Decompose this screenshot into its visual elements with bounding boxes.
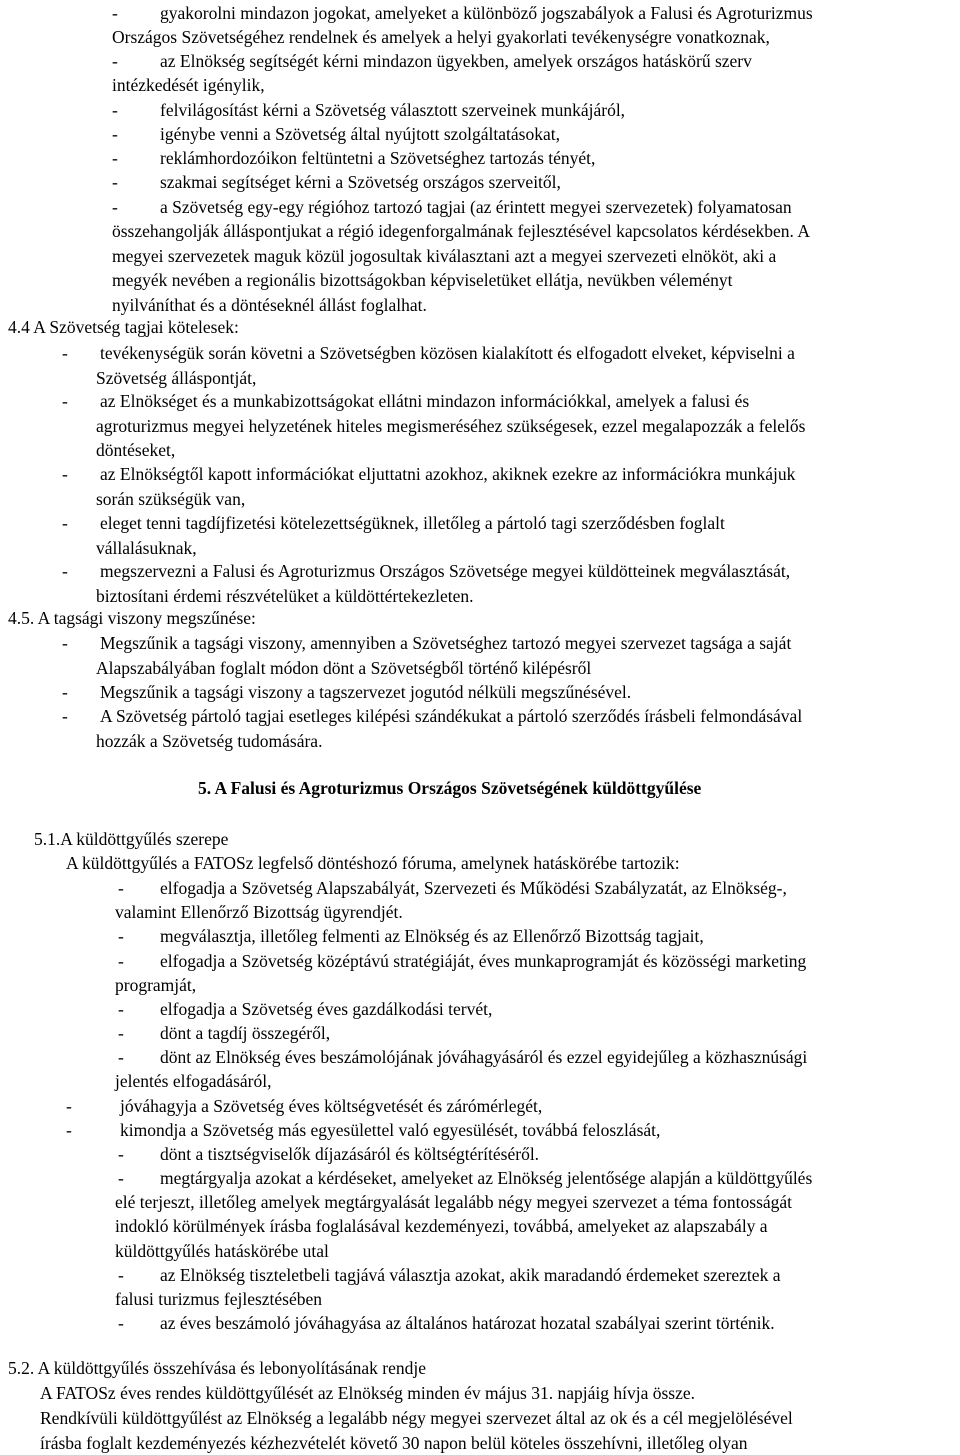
list-item-line: elfogadja a Szövetség középtávú stratégiáját, éves munkaprogramját és közösségi marketing — [160, 951, 807, 971]
section-4-5-heading: 4.5. A tagsági viszony megszűnése: — [8, 608, 256, 628]
list-item-line: jelentés elfogadásáról, — [115, 1071, 272, 1092]
list-bullet-dash: - — [118, 1313, 124, 1333]
list-item-line: Szövetség álláspontját, — [96, 367, 257, 388]
list-item-line: igénybe venni a Szövetség által nyújtott szolgáltatásokat, — [160, 124, 560, 144]
list-item-line: megválasztja, illetőleg felmenti az Elnökség és az Ellenőrző Bizottság tagjait, — [160, 926, 704, 946]
list-item-line: megszervezni a Falusi és Agroturizmus Országos Szövetsége megyei küldötteinek megválasztását, — [100, 561, 791, 581]
list-bullet-dash: - — [66, 1096, 72, 1116]
list-bullet-dash: - — [112, 148, 118, 168]
list-item-line: megyei szervezetek maguk közül jogosultak kiválasztani azt a megyei szervezeti elnököt, aki a — [112, 245, 777, 266]
list-item-line: az Elnökség segítségét kérni mindazon ügyekben, amelyek országos hatáskörű szerv — [160, 51, 752, 71]
list-bullet-dash: - — [112, 197, 118, 217]
list-item-line: biztosítani érdemi részvételüket a küldöttértekezleten. — [96, 585, 474, 606]
section-5-1-intro: A küldöttgyűlés a FATOSz legfelső döntéshozó fóruma, amelynek hatáskörébe tartozik: — [66, 853, 680, 873]
list-item-line: megyék nevében a regionális bizottságokban képviseletüket ellátja, nevükben véleményt — [112, 270, 733, 291]
list-item-line: dönt az Elnökség éves beszámolójának jóváhagyásáról és ezzel egyidejűleg a közhasznúsági — [160, 1047, 808, 1067]
list-bullet-dash: - — [118, 1023, 124, 1043]
list-item-line: az éves beszámoló jóváhagyása az általános határozat hozatal szabályai szerint történik. — [160, 1313, 775, 1333]
list-item-line: elfogadja a Szövetség éves gazdálkodási tervét, — [160, 999, 493, 1019]
list-bullet-dash: - — [112, 51, 118, 71]
section-5-2-heading: 5.2. A küldöttgyűlés összehívása és lebonyolításának rendje — [8, 1358, 426, 1378]
list-item-line: döntéseket, — [96, 440, 176, 460]
list-bullet-dash: - — [62, 633, 68, 653]
list-item-line: összehangolják álláspontjukat a régió idegenforgalmának fejlesztésével kapcsolatos kérdésekben. A — [112, 221, 810, 242]
list-item-line: küldöttgyűlés hatáskörébe utal — [115, 1240, 329, 1261]
section-5-2-text-line: A FATOSz éves rendes küldöttgyűlését az Elnökség minden év május 31. napjáig hívja össze. — [40, 1383, 695, 1403]
list-bullet-dash: - — [62, 561, 68, 581]
list-item-line: valamint Ellenőrző Bizottság ügyrendjét. — [115, 902, 403, 923]
list-item-line: A Szövetség pártoló tagjai esetleges kilépési szándékukat a pártoló szerződés írásbeli felmondásával — [100, 706, 803, 726]
list-bullet-dash: - — [112, 172, 118, 192]
list-item-line: reklámhordozóikon feltüntetni a Szövetséghez tartozás tényét, — [160, 148, 596, 168]
list-item-line: dönt a tisztségviselők díjazásáról és költségtérítéséről. — [160, 1144, 540, 1164]
list-item-line: indokló körülmények írásba foglalásával kezdeményezi, továbbá, amelyeket az alapszabály a — [115, 1216, 768, 1237]
list-bullet-dash: - — [62, 513, 68, 533]
list-bullet-dash: - — [62, 343, 68, 363]
list-bullet-dash: - — [118, 926, 124, 946]
list-bullet-dash: - — [118, 1265, 124, 1285]
list-item-line: nyilváníthat és a döntéseknél állást foglalhat. — [112, 294, 427, 315]
list-item-line: intézkedését igénylik, — [112, 75, 265, 96]
list-item-line: kimondja a Szövetség más egyesülettel való egyesülését, továbbá feloszlását, — [120, 1120, 661, 1140]
list-item-line: hozzák a Szövetség tudomására. — [96, 730, 323, 751]
list-bullet-dash: - — [118, 1047, 124, 1067]
list-bullet-dash: - — [62, 464, 68, 484]
list-item-line: agroturizmus megyei helyzetének hiteles megismeréséhez szükségesek, ezzel megalapozzák a felelős — [96, 415, 806, 436]
list-bullet-dash: - — [62, 391, 68, 411]
list-item-line: jóváhagyja a Szövetség éves költségvetését és zárómérlegét, — [120, 1096, 543, 1116]
list-item-line: során szükségük van, — [96, 488, 246, 509]
list-item-line: Alapszabályában foglalt módon dönt a Szövetségből történő kilépésről — [96, 657, 592, 678]
list-bullet-dash: - — [62, 706, 68, 726]
list-item-line: a Szövetség egy-egy régióhoz tartozó tagjai (az érintett megyei szervezetek) folyamatosan — [160, 197, 792, 217]
list-item-line: szakmai segítséget kérni a Szövetség országos szerveitől, — [160, 172, 561, 192]
list-bullet-dash: - — [66, 1120, 72, 1140]
list-item-line: Országos Szövetségéhez rendelnek és amelyek a helyi gyakorlati tevékenységre vonatkoznak, — [112, 27, 770, 48]
section-5-2-text-line: írásba foglalt kezdeményezés kézhezvételét követő 30 napon belül köteles összehívni, illetőleg olyan — [40, 1433, 748, 1453]
list-item-line: Megszűnik a tagsági viszony, amennyiben a Szövetséghez tartozó megyei szervezet tagsága a saját — [100, 633, 792, 653]
list-bullet-dash: - — [118, 999, 124, 1019]
list-bullet-dash: - — [112, 3, 118, 23]
section-4-4-heading: 4.4 A Szövetség tagjai kötelesek: — [8, 317, 239, 337]
list-item-line: programját, — [115, 975, 197, 996]
list-bullet-dash: - — [112, 100, 118, 120]
list-item-line: gyakorolni mindazon jogokat, amelyeket a különböző jogszabályok a Falusi és Agroturizmus — [160, 3, 813, 23]
list-item-line: tevékenységük során követni a Szövetségben közösen kialakított és elfogadott elveket, képviselni a — [100, 343, 795, 363]
list-item-line: falusi turizmus fejlesztésében — [115, 1289, 323, 1310]
list-item-line: vállalásuknak, — [96, 537, 197, 558]
list-bullet-dash: - — [118, 878, 124, 898]
list-item-line: felvilágosítást kérni a Szövetség választott szerveinek munkájáról, — [160, 100, 626, 120]
section-5-1-heading: 5.1.A küldöttgyűlés szerepe — [34, 829, 229, 849]
list-item-line: eleget tenni tagdíjfizetési kötelezettségüknek, illetőleg a pártoló tagi szerződésben foglalt — [100, 513, 725, 533]
list-bullet-dash: - — [118, 1168, 124, 1188]
list-item-line: az Elnökséget és a munkabizottságokat ellátni mindazon információkkal, amelyek a falusi és — [100, 391, 750, 411]
list-item-line: elfogadja a Szövetség Alapszabályát, Szervezeti és Működési Szabályzatát, az Elnökség-, — [160, 878, 787, 898]
list-bullet-dash: - — [118, 951, 124, 971]
list-item-line: az Elnökségtől kapott információkat eljuttatni azokhoz, akiknek ezekre az információkra munkájuk — [100, 464, 796, 484]
list-item-line: Megszűnik a tagsági viszony a tagszervezet jogutód nélküli megszűnésével. — [100, 682, 632, 702]
list-item-line: megtárgyalja azokat a kérdéseket, amelyeket az Elnökség jelentősége alapján a küldöttgyűlés — [160, 1168, 813, 1188]
list-item-line: az Elnökség tiszteletbeli tagjává választja azokat, akik maradandó érdemeket szereztek a — [160, 1265, 781, 1285]
chapter-5-title: 5. A Falusi és Agroturizmus Országos Szövetségének küldöttgyűlése — [198, 778, 702, 798]
list-bullet-dash: - — [118, 1144, 124, 1164]
list-item-line: dönt a tagdíj összegéről, — [160, 1023, 331, 1043]
list-bullet-dash: - — [62, 682, 68, 702]
section-5-2-text-line: Rendkívüli küldöttgyűlést az Elnökség a legalább négy megyei szervezet által az ok és a cél megjelölésével — [40, 1408, 793, 1428]
list-bullet-dash: - — [112, 124, 118, 144]
list-item-line: elé terjeszt, illetőleg amelyek megtárgyalását legalább négy megyei szervezet a téma fontosságát — [115, 1192, 793, 1213]
